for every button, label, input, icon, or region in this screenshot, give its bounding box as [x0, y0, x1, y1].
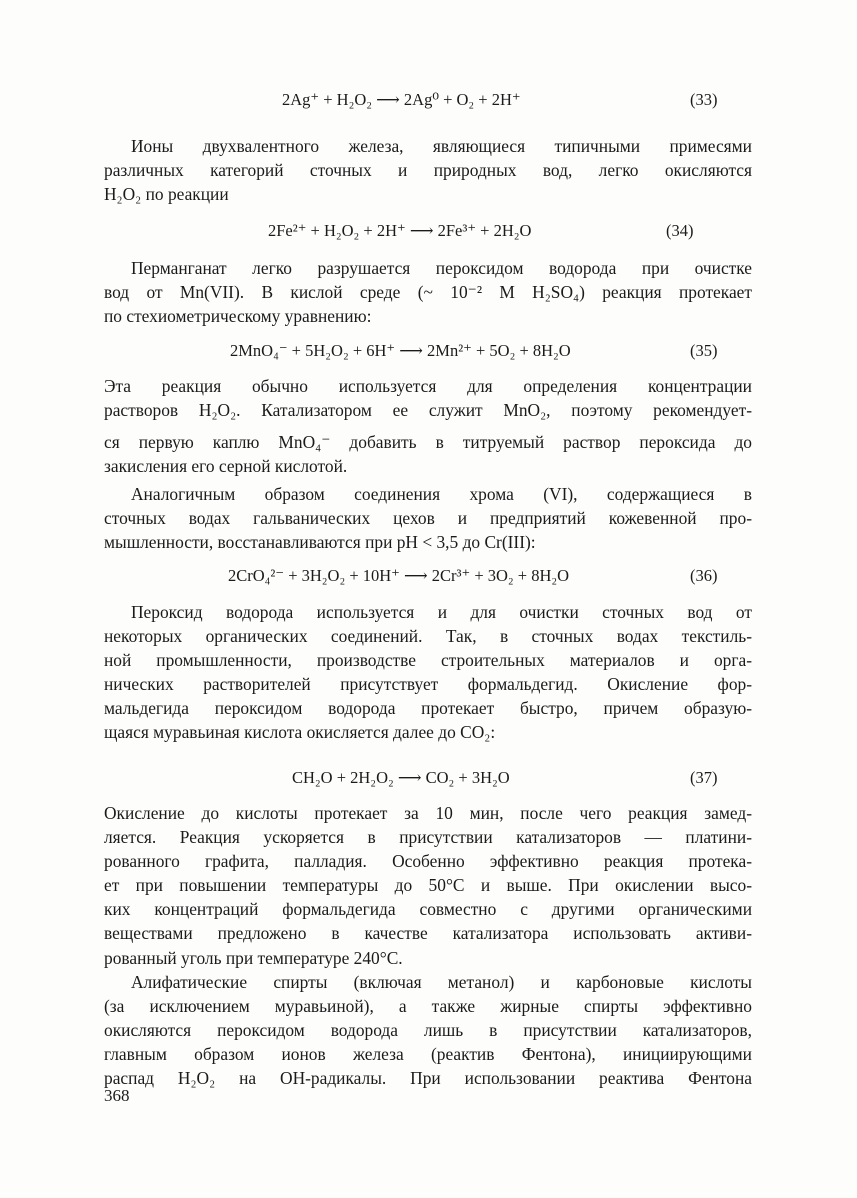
text-line: вод от Mn(VII). В кислой среде (~ 10⁻² М H₂SO₄) реакция протекает [104, 282, 752, 303]
equation-36 [100, 563, 760, 589]
text-line: закисления его серной кислотой. [104, 456, 348, 477]
text-line: Пероксид водорода используется и для очистки сточных вод от [131, 602, 752, 622]
text-line: растворов H₂O₂. Катализатором ее служит MnO₂, поэтому рекомендует- [104, 400, 752, 421]
text-line: ких концентраций формальдегида совместно с другими органическими [104, 899, 752, 920]
text-line: ет при повышении температуры до 50°C и выше. При окислении высо- [104, 875, 752, 896]
paragraph-2 [104, 256, 752, 328]
text-line: мышленности, восстанавливаются при pH < 3,5 до Cr(III): [104, 532, 536, 553]
text-line: Аналогичным образом соединения хрома (VI), содержащиеся в [131, 484, 752, 504]
text-line: Эта реакция обычно используется для определения концентрации [104, 376, 752, 396]
paragraph-7 [104, 970, 752, 1090]
equation-number: (34) [666, 221, 694, 240]
equation-formula: 2Fe²⁺ + H₂O₂ + 2H⁺ ⟶ 2Fe³⁺ + 2H₂O [268, 221, 532, 240]
text-line: Ионы двухвалентного железа, являющиеся типичными примесями [131, 136, 752, 156]
equation-37 [100, 765, 760, 791]
equation-number: (33) [690, 90, 718, 109]
text-line: рованный уголь при температуре 240°C. [104, 947, 403, 968]
text-line: Алифатические спирты (включая метанол) и карбоновые кислоты [131, 972, 752, 992]
text-line: по стехиометрическому уравнению: [104, 306, 372, 327]
equation-formula: 2CrO₄²⁻ + 3H₂O₂ + 10H⁺ ⟶ 2Cr³⁺ + 3O₂ + 8H₂O [228, 566, 570, 585]
paragraph-1 [104, 134, 752, 206]
equation-number: (37) [690, 768, 718, 787]
text-line: ляется. Реакция ускоряется в присутствии катализаторов — платини- [104, 827, 752, 848]
text-line: сточных водах гальванических цехов и предприятий кожевенной про- [104, 508, 752, 529]
text-line: главным образом ионов железа (реактив Фентона), инициирующими [104, 1044, 752, 1065]
equation-formula: CH₂O + 2H₂O₂ ⟶ CO₂ + 3H₂O [292, 768, 510, 787]
text-line: H₂O₂ по реакции [104, 184, 229, 205]
equation-34 [100, 218, 760, 244]
text-line: различных категорий сточных и природных вод, легко окисляются [104, 160, 752, 181]
paragraph-6 [104, 801, 752, 970]
text-line: (за исключением муравьиной), а также жирные спирты эффективно [104, 996, 752, 1017]
paragraph-4 [104, 482, 752, 554]
equation-number: (35) [690, 341, 718, 360]
equation-33 [100, 87, 760, 113]
page-number: 368 [104, 1086, 130, 1105]
paragraph-5 [104, 600, 752, 745]
text-line: рованного графита, палладия. Особенно эффективно реакция протека- [104, 851, 752, 872]
equation-formula: 2Ag⁺ + H₂O₂ ⟶ 2Ag⁰ + O₂ + 2H⁺ [282, 90, 521, 109]
paragraph-3 [104, 374, 752, 478]
equation-number: (36) [690, 566, 718, 585]
text-line: веществами предложено в качестве катализатора использовать активи- [104, 923, 752, 944]
text-line: ной промышленности, производстве строительных материалов и орга- [104, 650, 752, 671]
text-line: нических растворителей присутствует формальдегид. Окисление фор- [104, 674, 752, 695]
text-line: окисляются пероксидом водорода лишь в присутствии катализаторов, [104, 1020, 752, 1041]
text-line: Окисление до кислоты протекает за 10 мин, после чего реакция замед- [104, 803, 752, 823]
text-line: некоторых органических соединений. Так, в сточных водах текстиль- [104, 626, 752, 647]
text-line: распад H₂O₂ на OH-радикалы. При использовании реактива Фентона [104, 1068, 752, 1089]
text-line: мальдегида пероксидом водорода протекает быстро, причем образую- [104, 698, 752, 719]
text-line: Перманганат легко разрушается пероксидом водорода при очистке [131, 258, 752, 278]
text-line: ся первую каплю MnO₄⁻ добавить в титруемый раствор пероксида до [104, 432, 752, 453]
equation-35 [100, 338, 760, 364]
text-line: щаяся муравьиная кислота окисляется далее до CO₂: [104, 722, 496, 743]
equation-formula: 2MnO₄⁻ + 5H₂O₂ + 6H⁺ ⟶ 2Mn²⁺ + 5O₂ + 8H₂O [230, 341, 571, 360]
